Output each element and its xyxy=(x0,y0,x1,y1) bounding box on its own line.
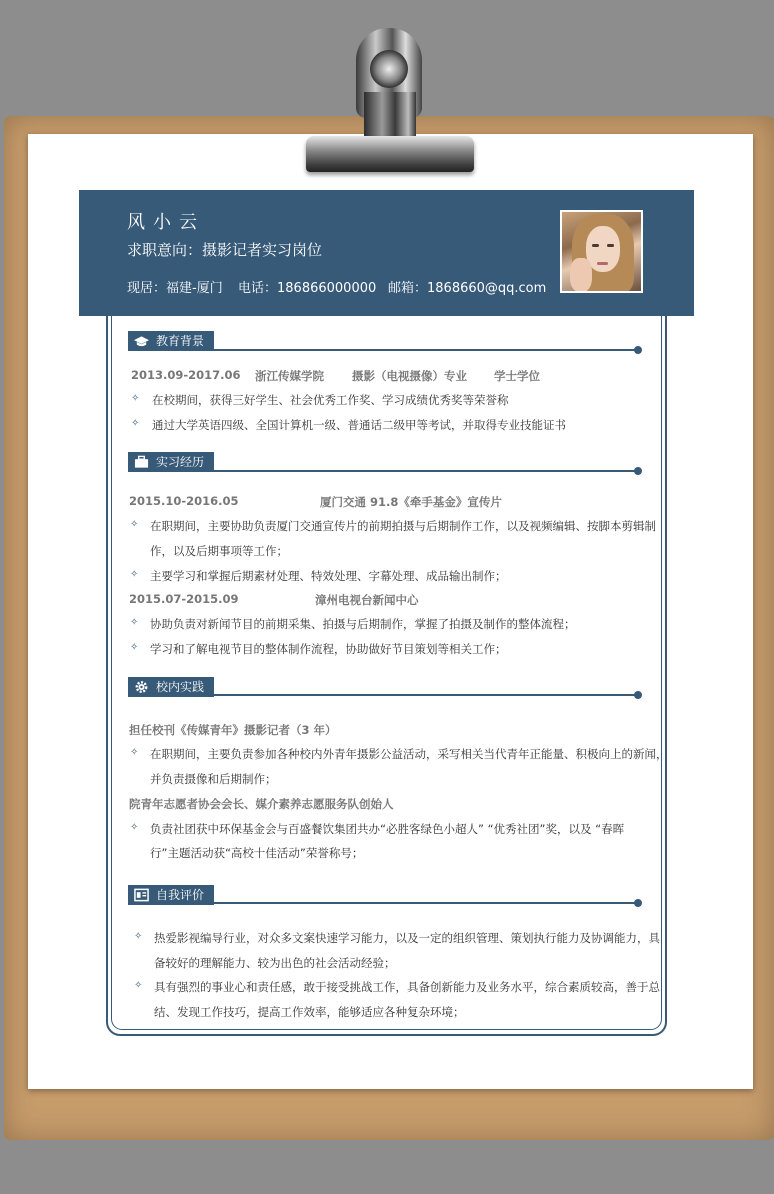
diamond-bullet-icon: ✧ xyxy=(130,747,139,758)
phone: 电话：186866000000 xyxy=(238,281,377,296)
section-campus-dot xyxy=(634,691,642,699)
job2-org: 漳州电视台新闻中心 xyxy=(315,593,419,607)
section-education-line xyxy=(128,349,639,351)
diamond-bullet-icon: ✧ xyxy=(130,569,139,580)
job1-org: 厦门交通 91.8《牵手基金》宣传片 xyxy=(320,495,502,509)
campus-role1-line1: 在职期间，主要负责参加各种校内外青年摄影公益活动，采写相关当代青年正能量、积极向上的新闻， xyxy=(150,747,668,761)
self-item1-line2: 备较好的理解能力、较为出色的社会活动经验； xyxy=(154,956,396,970)
section-self-title: 自我评价 xyxy=(156,888,205,902)
job1-item2: 主要学习和掌握后期素材处理、特效处理、字幕处理、成品输出制作； xyxy=(150,569,507,583)
briefcase-icon xyxy=(134,455,149,469)
job2-item1: 协助负责对新闻节目的前期采集、拍摄与后期制作，掌握了拍摄及制作的整体流程； xyxy=(150,617,576,631)
edu-period: 2013.09-2017.06 xyxy=(131,368,241,382)
section-campus-line xyxy=(128,694,639,696)
section-education-dot xyxy=(634,346,642,354)
section-self-line xyxy=(128,902,639,904)
section-education-tab xyxy=(128,331,214,351)
diamond-bullet-icon: ✧ xyxy=(130,822,139,833)
job-intent: 求职意向：摄影记者实习岗位 xyxy=(127,241,323,259)
section-internship-title: 实习经历 xyxy=(156,455,205,469)
campus-role2: 院青年志愿者协会会长、媒介素养志愿服务队创始人 xyxy=(129,797,394,811)
edu-school: 浙江传媒学院 xyxy=(255,369,324,383)
section-self-dot xyxy=(634,899,642,907)
binder-clip-neck xyxy=(364,92,416,140)
section-campus-title: 校内实践 xyxy=(156,680,205,694)
job2-item2: 学习和了解电视节目的整体制作流程，协助做好节目策划等相关工作； xyxy=(150,642,507,656)
self-item2-line1: 具有强烈的事业心和责任感，敢于接受挑战工作，具备创新能力及业务水平，综合素质较高，善于总 xyxy=(154,980,660,994)
section-education-title: 教育背景 xyxy=(156,334,205,348)
job1-item1-line2: 作，以及后期事项等工作； xyxy=(150,544,288,558)
diamond-bullet-icon: ✧ xyxy=(134,931,143,942)
self-item1-line1: 热爱影视编导行业，对众多文案快速学习能力，以及一定的组织管理、策划执行能力及协调能力，具 xyxy=(154,931,660,945)
job1-period: 2015.10-2016.05 xyxy=(129,494,239,508)
id-card-icon xyxy=(134,888,149,902)
section-internship-tab xyxy=(128,452,214,472)
email: 邮箱：1868660@qq.com xyxy=(388,281,547,296)
diamond-bullet-icon: ✧ xyxy=(131,418,140,429)
section-internship-line xyxy=(128,470,639,472)
edu-major: 摄影（电视摄像）专业 xyxy=(352,369,467,383)
diamond-bullet-icon: ✧ xyxy=(130,617,139,628)
diamond-bullet-icon: ✧ xyxy=(130,642,139,653)
gear-icon xyxy=(134,680,149,694)
campus-role1-line2: 并负责摄像和后期制作； xyxy=(150,772,277,786)
diamond-bullet-icon: ✧ xyxy=(134,980,143,991)
diamond-bullet-icon: ✧ xyxy=(131,393,140,404)
edu-degree: 学士学位 xyxy=(494,369,540,383)
candidate-name: 风小云 xyxy=(127,212,205,233)
edu-item-2: 通过大学英语四级、全国计算机一级、普通话二级甲等考试，并取得专业技能证书 xyxy=(152,418,566,432)
binder-clip-base xyxy=(306,136,474,172)
self-item2-line2: 结、发现工作技巧，提高工作效率，能够适应各种复杂环境； xyxy=(154,1005,465,1019)
job2-period: 2015.07-2015.09 xyxy=(129,592,239,606)
diamond-bullet-icon: ✧ xyxy=(130,519,139,530)
campus-role1: 担任校刊《传媒青年》摄影记者（3 年） xyxy=(129,723,337,737)
residence: 现居：福建-厦门 xyxy=(127,281,223,296)
profile-photo xyxy=(560,210,643,293)
job1-item1-line1: 在职期间，主要协助负责厦门交通宣传片的前期拍摄与后期制作工作，以及视频编辑、按脚本剪辑制 xyxy=(150,519,656,533)
section-internship-dot xyxy=(634,467,642,475)
graduation-cap-icon xyxy=(134,334,149,348)
edu-item-1: 在校期间，获得三好学生、社会优秀工作奖、学习成绩优秀奖等荣誉称 xyxy=(152,393,509,407)
campus-role2-line2: 行”主题活动获“高校十佳活动”荣誉称号； xyxy=(150,846,364,860)
campus-role2-line1: 负责社团获中环保基金会与百盛餐饮集团共办“必胜客绿色小超人” “优秀社团”奖，以及 “春晖 xyxy=(150,822,625,836)
